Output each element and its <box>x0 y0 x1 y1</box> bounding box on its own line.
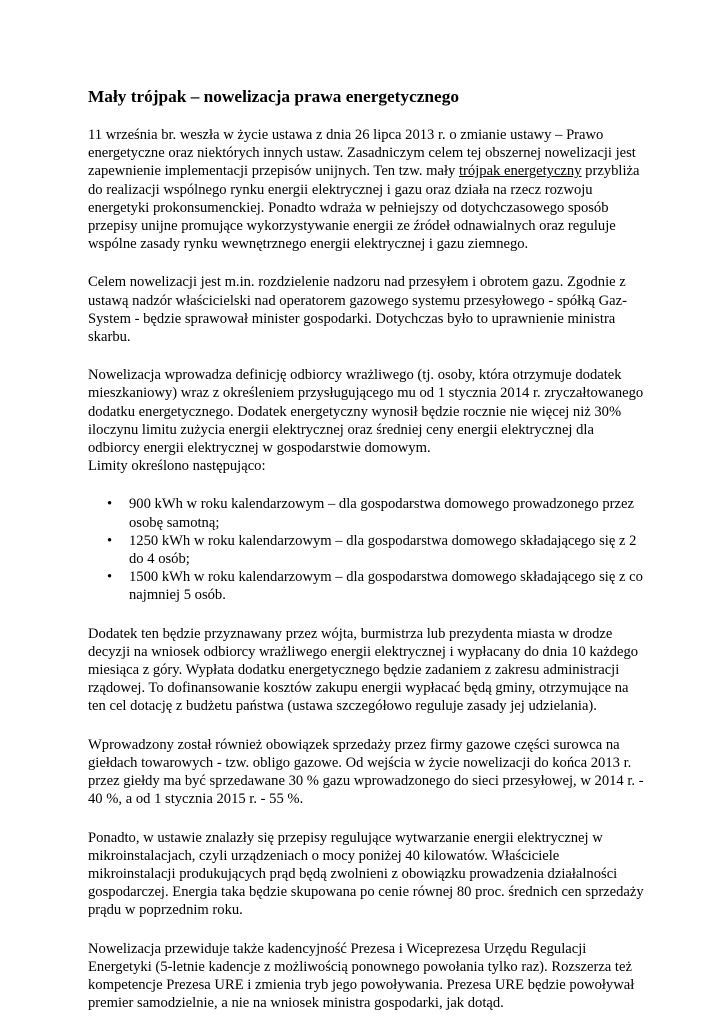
bullet-icon: • <box>107 496 113 513</box>
limit-item-text: 1500 kWh w roku kalendarzowym – dla gospodarstwa domowego składającego się z co najmniej 5 osób. <box>129 569 643 604</box>
document-page <box>88 86 648 1032</box>
bullet-icon: • <box>107 532 113 549</box>
limit-item-text: 1250 kWh w roku kalendarzowym – dla gospodarstwa domowego składającego się z 2 do 4 osób; <box>129 532 637 568</box>
paragraph-intro <box>88 126 648 253</box>
limit-item <box>107 532 648 568</box>
limit-item-text: 900 kWh w roku kalendarzowym – dla gospodarstwa domowego prowadzonego przez osobę samotną; <box>129 496 634 531</box>
paragraph-ure-president: Nowelizacja przewiduje także kadencyjność Prezesa i Wiceprezesa Urzędu Regulacji Energetyki (5-letnie kadencje z możliwością ponownego powołania tylko raz). Rozszerza też kompetencje Prezesa URE i zmienia tryb jego powoływania. Prezesa URE będzie powoływał premier samodzielnie, a nie na wniosek ministra gospodarki, jak dotąd. <box>88 940 635 1012</box>
paragraph-intro-text-2: przybliża do realizacji wspólnego rynku energii elektrycznej i gazu oraz działa na rzecz rozwoju energetyki prokonsumenckiej. Ponadto wdraża w pełniejszy od dotychczasowego sposób przepisy unijne promujące wykorzystywanie energii ze źródeł odnawialnych oraz reguluje wspólne zasady rynku wewnętrznego energii elektrycznej i gazu ziemnego. <box>88 163 640 253</box>
paragraph-allowance: Dodatek ten będzie przyznawany przez wójta, burmistrza lub prezydenta miasta w drodze decyzji na wniosek odbiorcy wrażliwego energii elektrycznej i wypłacany do dnia 10 każdego miesiąca z góry. Wypłata dodatku energetycznego będzie zadaniem z zakresu administracji rządowej. To dofinansowanie kosztów zakupu energii wypłacać będą gminy, otrzymujące na ten cel dotację z budżetu państwa (ustawa szczegółowo reguluje zasady jej udzielania). <box>88 625 639 715</box>
document-title: Mały trójpak – nowelizacja prawa energetycznego <box>88 87 459 106</box>
limit-item <box>107 495 648 531</box>
bullet-icon: • <box>107 569 113 586</box>
paragraph-vulnerable-recipient: Nowelizacja wprowadza definicję odbiorcy wrażliwego (tj. osoby, która otrzymuje dodatek mieszkaniowy) wraz z określeniem przysługującego mu od 1 stycznia 2014 r. zryczałtowanego dodatku energetycznego. Dodatek energetyczny wynosił będzie rocznie nie więcej niż 30% iloczynu limitu zużycia energii elektrycznej oraz średniej ceny energii elektrycznej dla odbiorcy energii elektrycznej w gospodarstwie domowym. <box>88 367 644 457</box>
limit-item <box>107 568 648 604</box>
limits-list <box>88 495 648 604</box>
paragraph-intro-text-1: 11 września br. weszła w życie ustawa z dnia 26 lipca 2013 r. o zmianie ustawy – Prawo energetyczne oraz niektórych innych ustaw. Zasadniczym celem tej obszernej nowelizacji jest zapewnienie implementacji przepisów unijnych. Ten tzw. mały <box>88 127 636 180</box>
paragraph-gas-obligation: Wprowadzony został również obowiązek sprzedaży przez firmy gazowe części surowca na giełdach towarowych - tzw. obligo gazowe. Od wejścia w życie nowelizacji do końca 2013 r. przez giełdy ma być sprzedawane 30 % gazu wprowadzonego do sieci przesyłowej, w 2014 r. - 40 %, a od 1 stycznia 2015 r. - 55 %. <box>88 736 644 808</box>
paragraph-supervision: Celem nowelizacji jest m.in. rozdzielenie nadzoru nad przesyłem i obrotem gazu. Zgodnie z ustawą nadzór właścicielski nad operatorem gazowego systemu przesyłowego - spółką Gaz-System - będzie sprawował minister gospodarki. Dotychczas było to uprawnienie ministra skarbu. <box>88 274 627 346</box>
paragraph-microinstallations: Ponadto, w ustawie znalazły się przepisy regulujące wytwarzanie energii elektrycznej w mikroinstalacjach, czyli urządzeniach o mocy poniżej 40 kilowatów. Właściciele mikroinstalacji produkujących prąd będą zwolnieni z obowiązku prowadzenia działalności gospodarczej. Energia taka będzie skupowana po cenie równej 80 proc. średnich cen sprzedaży prądu w poprzednim roku. <box>88 829 644 919</box>
limits-intro: Limity określono następująco: <box>88 458 266 475</box>
trojpak-link[interactable]: trójpak energetyczny <box>459 163 582 180</box>
